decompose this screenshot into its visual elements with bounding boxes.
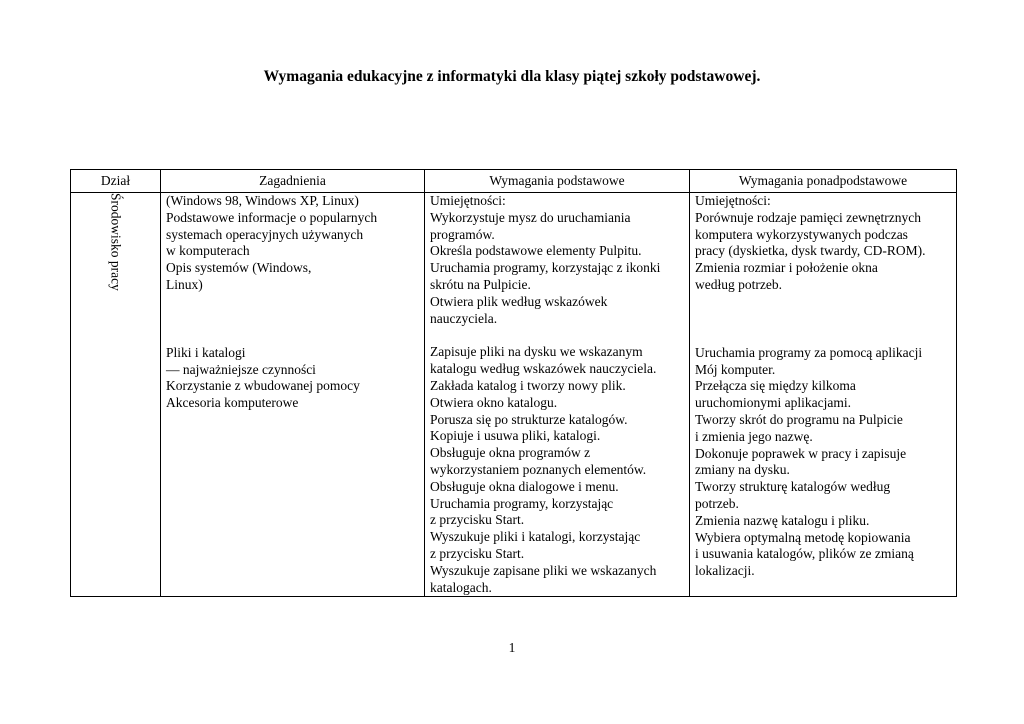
text-line: Otwiera plik według wskazówek [430, 293, 608, 309]
text-line: komputera wykorzystywanych podczas [695, 226, 908, 242]
header-wymagania-ponadpodstawowe: Wymagania ponadpodstawowe [690, 170, 957, 193]
spacer [695, 294, 951, 311]
section-cell [71, 193, 161, 597]
text-line: Wykorzystuje mysz do uruchamiania [430, 209, 631, 225]
text-line: Porusza się po strukturze katalogów. [430, 411, 628, 427]
table-header-row [71, 170, 957, 193]
text-line: Określa podstawowe elementy Pulpitu. [430, 243, 642, 259]
header-zagadnienia: Zagadnienia [161, 170, 425, 193]
text-line: Podstawowe informacje o popularnych [166, 209, 378, 225]
text-line: Kopiuje i usuwa pliki, katalogi. [430, 428, 601, 444]
text-line: Akcesoria komputerowe [166, 395, 299, 411]
text-line: — najważniejsze czynności [166, 361, 316, 377]
text-line: potrzeb. [695, 495, 739, 511]
text-line: (Windows 98, Windows XP, Linux) [166, 193, 359, 208]
text-line: Wyszukuje zapisane pliki we wskazanych [430, 562, 657, 578]
text-line: katalogu według wskazówek nauczyciela. [430, 361, 657, 377]
header-wymagania-podstawowe: Wymagania podstawowe [425, 170, 690, 193]
text-line: i usuwania katalogów, plików ze zmianą [695, 546, 914, 562]
text-line: Uruchamia programy, korzystając [430, 495, 614, 511]
text-line: Umiejętności: [695, 193, 771, 208]
section-label: Środowisko pracy [108, 193, 124, 291]
text-line: z przycisku Start. [430, 512, 525, 528]
podstawowe-block [430, 193, 684, 327]
text-line: systemach operacyjnych używanych [166, 226, 364, 242]
text-line: nauczyciela. [430, 310, 498, 326]
requirements-table [70, 169, 957, 597]
text-line: Mój komputer. [695, 361, 776, 377]
ponadpodstawowe-block [695, 193, 951, 294]
text-line: Obsługuje okna programów z [430, 445, 591, 461]
text-line: Umiejętności: [430, 193, 506, 208]
text-line: Uruchamia programy, korzystając z ikonki [430, 260, 661, 276]
text-line: Uruchamia programy za pomocą aplikacji [695, 344, 923, 360]
wymagania-podstawowe-cell [425, 193, 690, 597]
text-line: Przełącza się między kilkoma [695, 378, 856, 394]
text-line: Pliki i katalogi [166, 344, 246, 360]
text-line: uruchomionymi aplikacjami. [695, 395, 851, 411]
page-number: 1 [508, 640, 516, 655]
text-line: skrótu na Pulpicie. [430, 276, 531, 292]
text-line: Zmienia nazwę katalogu i pliku. [695, 512, 870, 528]
text-line: z przycisku Start. [430, 545, 525, 561]
text-line: Porównuje rodzaje pamięci zewnętrznych [695, 209, 922, 225]
text-line: lokalizacji. [695, 563, 755, 579]
text-line: Otwiera okno katalogu. [430, 394, 558, 410]
text-line: programów. [430, 226, 495, 242]
spacer [695, 328, 951, 345]
text-line: Wybiera optymalną metodę kopiowania [695, 529, 911, 545]
text-line: Korzystanie z wbudowanej pomocy [166, 378, 360, 394]
text-line: wykorzystaniem poznanych elementów. [430, 461, 647, 477]
text-line: Opis systemów (Windows, [166, 260, 312, 276]
spacer [695, 311, 951, 328]
text-line: i zmienia jego nazwę. [695, 428, 813, 444]
text-line: w komputerach [166, 243, 250, 259]
text-line: Zakłada katalog i tworzy nowy plik. [430, 377, 626, 393]
zagadnienia-cell [161, 193, 425, 597]
text-line: Zapisuje pliki na dysku we wskazanym [430, 344, 643, 360]
spacer [430, 327, 684, 344]
text-line: katalogach. [430, 579, 492, 595]
spacer [166, 311, 419, 328]
document-title: Wymagania edukacyjne z informatyki dla klasy piątej szkoły podstawowej. [263, 68, 761, 85]
text-line: Obsługuje okna dialogowe i menu. [430, 478, 619, 494]
text-line: Wyszukuje pliki i katalogi, korzystając [430, 529, 641, 545]
ponadpodstawowe-block [695, 345, 951, 580]
spacer [166, 328, 419, 345]
text-line: Dokonuje poprawek w pracy i zapisuje [695, 445, 907, 461]
text-line: Tworzy strukturę katalogów według [695, 479, 891, 495]
text-line: Linux) [166, 276, 203, 292]
text-line: pracy (dyskietka, dysk twardy, CD-ROM). [695, 243, 926, 259]
header-dzial: Dział [71, 170, 161, 193]
wymagania-ponadpodstawowe-cell [690, 193, 957, 597]
text-line: Zmienia rozmiar i położenie okna [695, 260, 878, 276]
text-line: według potrzeb. [695, 276, 782, 292]
zagadnienia-block [166, 345, 419, 412]
spacer [166, 294, 419, 311]
zagadnienia-block [166, 193, 419, 294]
text-line: zmiany na dysku. [695, 462, 790, 478]
table-row [71, 193, 957, 597]
podstawowe-block [430, 344, 684, 596]
text-line: Tworzy skrót do programu na Pulpicie [695, 411, 903, 427]
